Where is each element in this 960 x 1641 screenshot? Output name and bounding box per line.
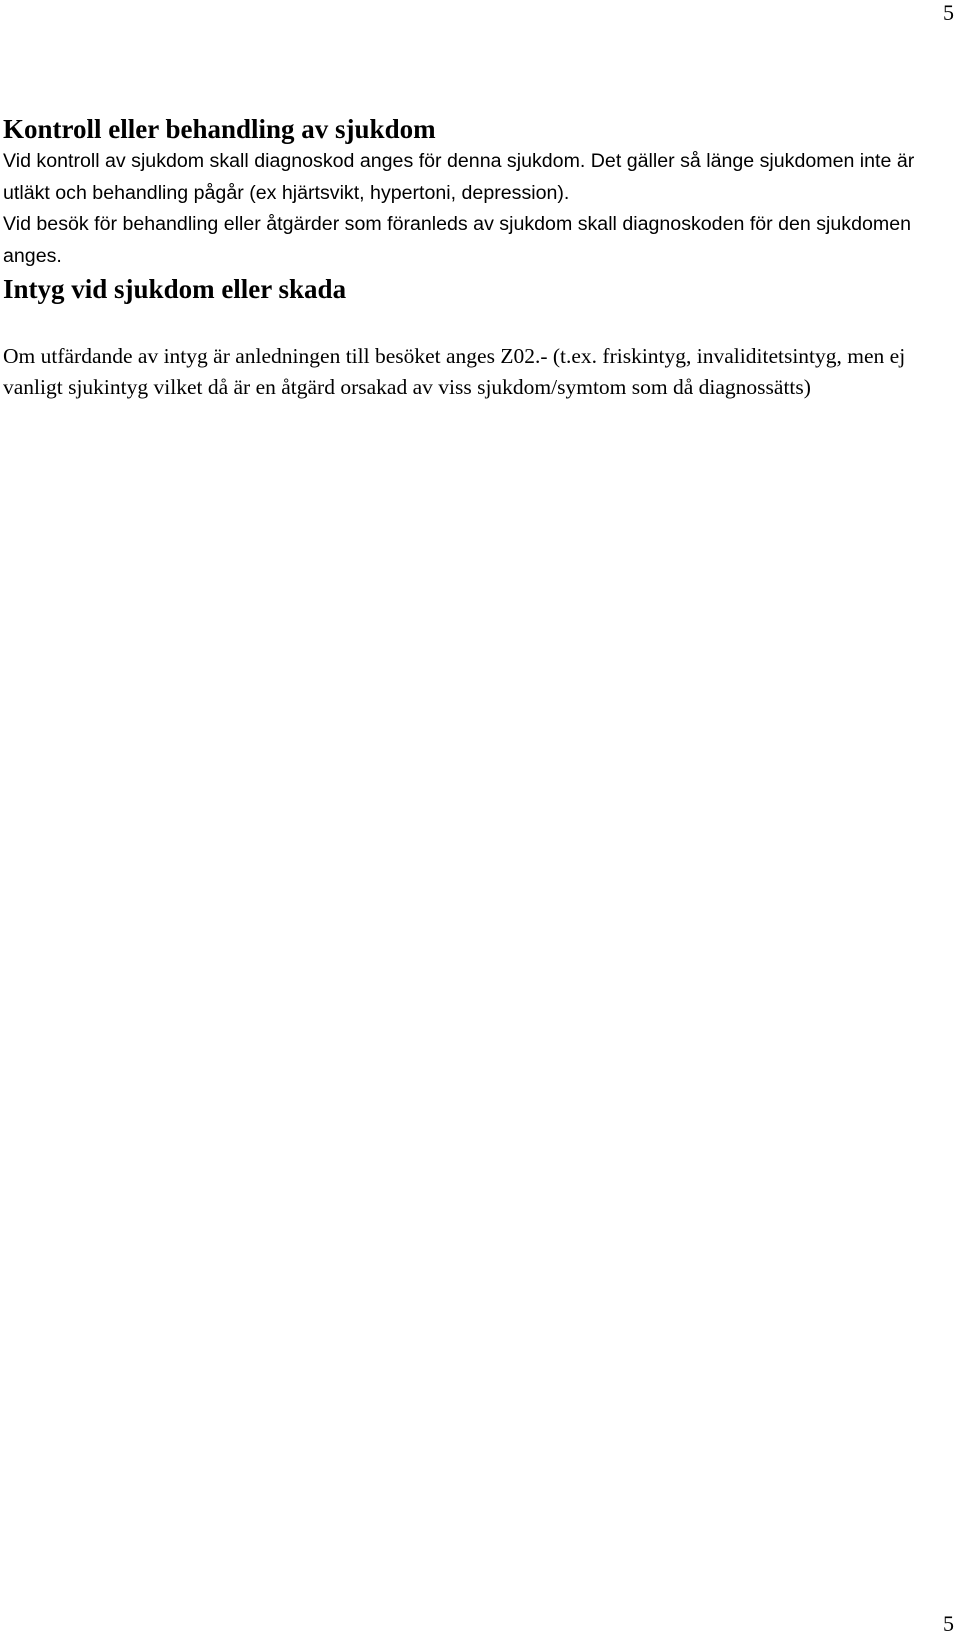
page-number-top: 5	[943, 0, 954, 25]
section-heading-intyg: Intyg vid sjukdom eller skada	[3, 274, 347, 304]
section-heading-kontroll: Kontroll eller behandling av sjukdom	[3, 114, 436, 144]
page-number-bottom: 5	[943, 1611, 954, 1636]
paragraph-kontroll-1: Vid kontroll av sjukdom skall diagnoskod anges för denna sjukdom. Det gäller så länge sjukdomen inte är utläkt och behandling pågår (ex hjärtsvikt, hypertoni, depression).	[3, 150, 915, 204]
document-body	[3, 112, 955, 403]
paragraph-intyg-1: Om utfärdande av intyg är anledningen till besöket anges Z02.- (t.ex. friskintyg, invaliditetsintyg, men ej vanligt sjukintyg vilket då är en åtgärd orsakad av viss sjukdom/symtom som då diagnossätts)	[3, 344, 906, 399]
paragraph-kontroll-2: Vid besök för behandling eller åtgärder som föranleds av sjukdom skall diagnoskoden för den sjukdomen anges.	[3, 213, 912, 267]
